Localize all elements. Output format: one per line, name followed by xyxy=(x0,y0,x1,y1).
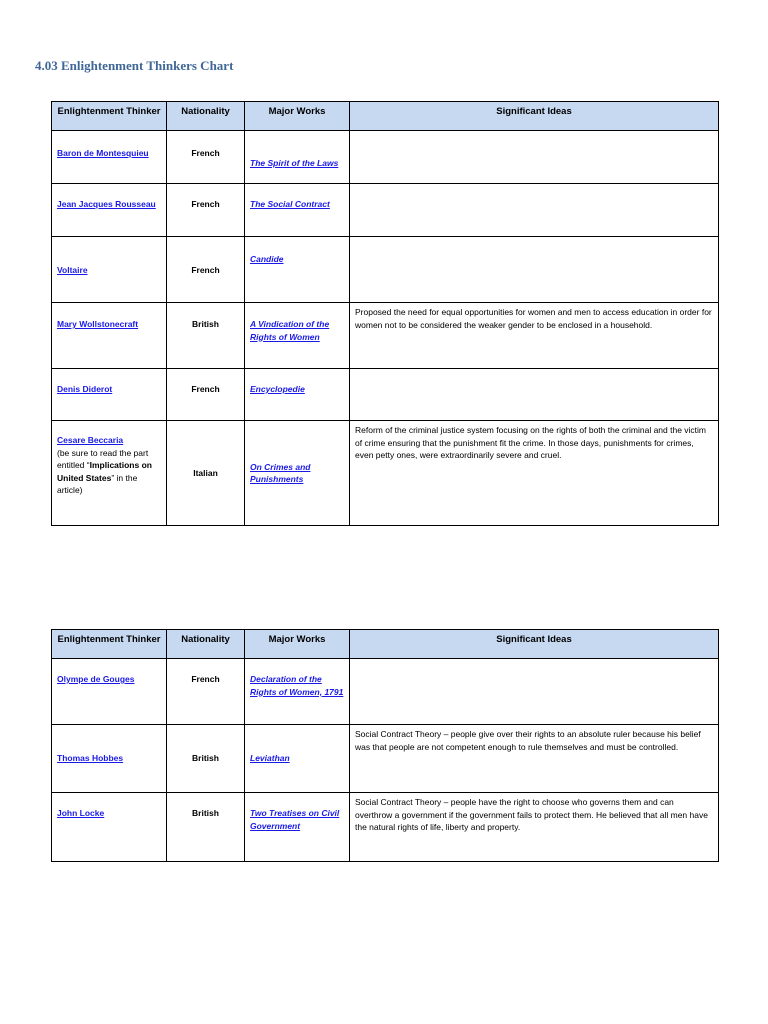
beccaria-note-bold: Implications on United States xyxy=(57,460,152,483)
work-link[interactable]: On Crimes and Punishments xyxy=(250,461,311,484)
page-title: 4.03 Enlightenment Thinkers Chart xyxy=(35,58,234,73)
header-thinker: Enlightenment Thinker xyxy=(52,630,167,659)
work-link[interactable]: The Spirit of the Laws xyxy=(250,158,339,168)
header-nationality: Nationality xyxy=(167,102,245,131)
thinker-link[interactable]: Thomas Hobbes xyxy=(57,753,124,764)
ideas-cell[interactable]: Reform of the criminal justice system focusing on the rights of both the criminal and the victim of crime ensuring that the punishment fit the crime. In those days, punishments for crimes, even petty ones, were extraordinarily severe and cruel. xyxy=(350,421,719,526)
work-cell xyxy=(245,303,350,369)
nationality-cell: French xyxy=(167,369,245,421)
work-cell xyxy=(245,421,350,526)
thinker-cell xyxy=(52,793,167,862)
thinker-link[interactable]: Mary Wollstonecraft xyxy=(57,319,139,329)
ideas-cell[interactable] xyxy=(350,184,719,237)
ideas-cell[interactable]: Social Contract Theory – people give over their rights to an absolute ruler because his belief was that people are not competent enough to rule themselves and must be controlled. xyxy=(350,725,719,793)
thinker-cell xyxy=(52,131,167,184)
nationality-cell: French xyxy=(167,131,245,184)
nationality-cell: British xyxy=(167,793,245,862)
thinker-cell xyxy=(52,184,167,237)
thinker-cell xyxy=(52,369,167,421)
table-row xyxy=(52,793,719,862)
ideas-cell[interactable] xyxy=(350,237,719,303)
work-link[interactable]: Leviathan xyxy=(250,753,290,764)
header-thinker: Enlightenment Thinker xyxy=(52,102,167,131)
work-link[interactable]: The Social Contract xyxy=(250,199,330,209)
work-cell xyxy=(245,793,350,862)
thinkers-table-2 xyxy=(51,629,719,862)
thinker-link[interactable]: Voltaire xyxy=(57,265,88,275)
table-row xyxy=(52,184,719,237)
work-cell xyxy=(245,237,350,303)
work-cell xyxy=(245,184,350,237)
table-row xyxy=(52,131,719,184)
header-works: Major Works xyxy=(245,102,350,131)
ideas-cell[interactable]: Proposed the need for equal opportunities for women and men to access education in order for women not to be considered the weaker gender to be enclosed in a household. xyxy=(350,303,719,369)
table-header-row xyxy=(52,630,719,659)
table-row xyxy=(52,237,719,303)
ideas-cell[interactable]: Social Contract Theory – people have the right to choose who governs them and can overthrow a government if the government fails to protect them. He believed that all men have the natural rights of life, liberty and property. xyxy=(350,793,719,862)
table-row xyxy=(52,303,719,369)
work-cell xyxy=(245,131,350,184)
nationality-cell: Italian xyxy=(167,421,245,526)
header-ideas: Significant Ideas xyxy=(350,630,719,659)
thinker-cell xyxy=(52,303,167,369)
thinker-cell xyxy=(52,237,167,303)
table-row xyxy=(52,369,719,421)
thinker-cell xyxy=(52,725,167,793)
thinker-link[interactable]: Baron de Montesquieu xyxy=(57,148,149,158)
table-row xyxy=(52,659,719,725)
work-link[interactable]: Two Treatises on Civil Government xyxy=(250,808,340,831)
header-nationality: Nationality xyxy=(167,630,245,659)
table-header-row xyxy=(52,102,719,131)
beccaria-note-before: (be sure to read the part entitled “ xyxy=(57,447,149,470)
thinker-link[interactable]: Denis Diderot xyxy=(57,384,113,394)
ideas-cell[interactable] xyxy=(350,369,719,421)
nationality-cell: British xyxy=(167,725,245,793)
work-cell xyxy=(245,659,350,725)
ideas-cell[interactable] xyxy=(350,131,719,184)
nationality-cell: French xyxy=(167,237,245,303)
ideas-cell[interactable] xyxy=(350,659,719,725)
nationality-cell: French xyxy=(167,184,245,237)
header-ideas: Significant Ideas xyxy=(350,102,719,131)
work-link[interactable]: Encyclopedie xyxy=(250,384,305,394)
work-link[interactable]: A Vindication of the Rights of Women xyxy=(250,319,330,342)
work-cell xyxy=(245,369,350,421)
thinker-link[interactable]: John Locke xyxy=(57,808,105,818)
thinker-cell xyxy=(52,659,167,725)
table-row xyxy=(52,725,719,793)
work-link[interactable]: Candide xyxy=(250,254,284,264)
work-link[interactable]: Declaration of the Rights of Women, 1791 xyxy=(250,674,344,697)
table-row xyxy=(52,421,719,526)
header-works: Major Works xyxy=(245,630,350,659)
thinker-link[interactable]: Jean Jacques Rousseau xyxy=(57,199,156,209)
work-cell xyxy=(245,725,350,793)
thinker-link[interactable]: Cesare Beccaria xyxy=(57,435,124,445)
beccaria-note-after: ” in the article) xyxy=(57,472,138,495)
thinker-cell xyxy=(52,421,167,526)
thinker-link[interactable]: Olympe de Gouges xyxy=(57,674,135,684)
thinkers-table-1 xyxy=(51,101,719,526)
nationality-cell: French xyxy=(167,659,245,725)
nationality-cell: British xyxy=(167,303,245,369)
